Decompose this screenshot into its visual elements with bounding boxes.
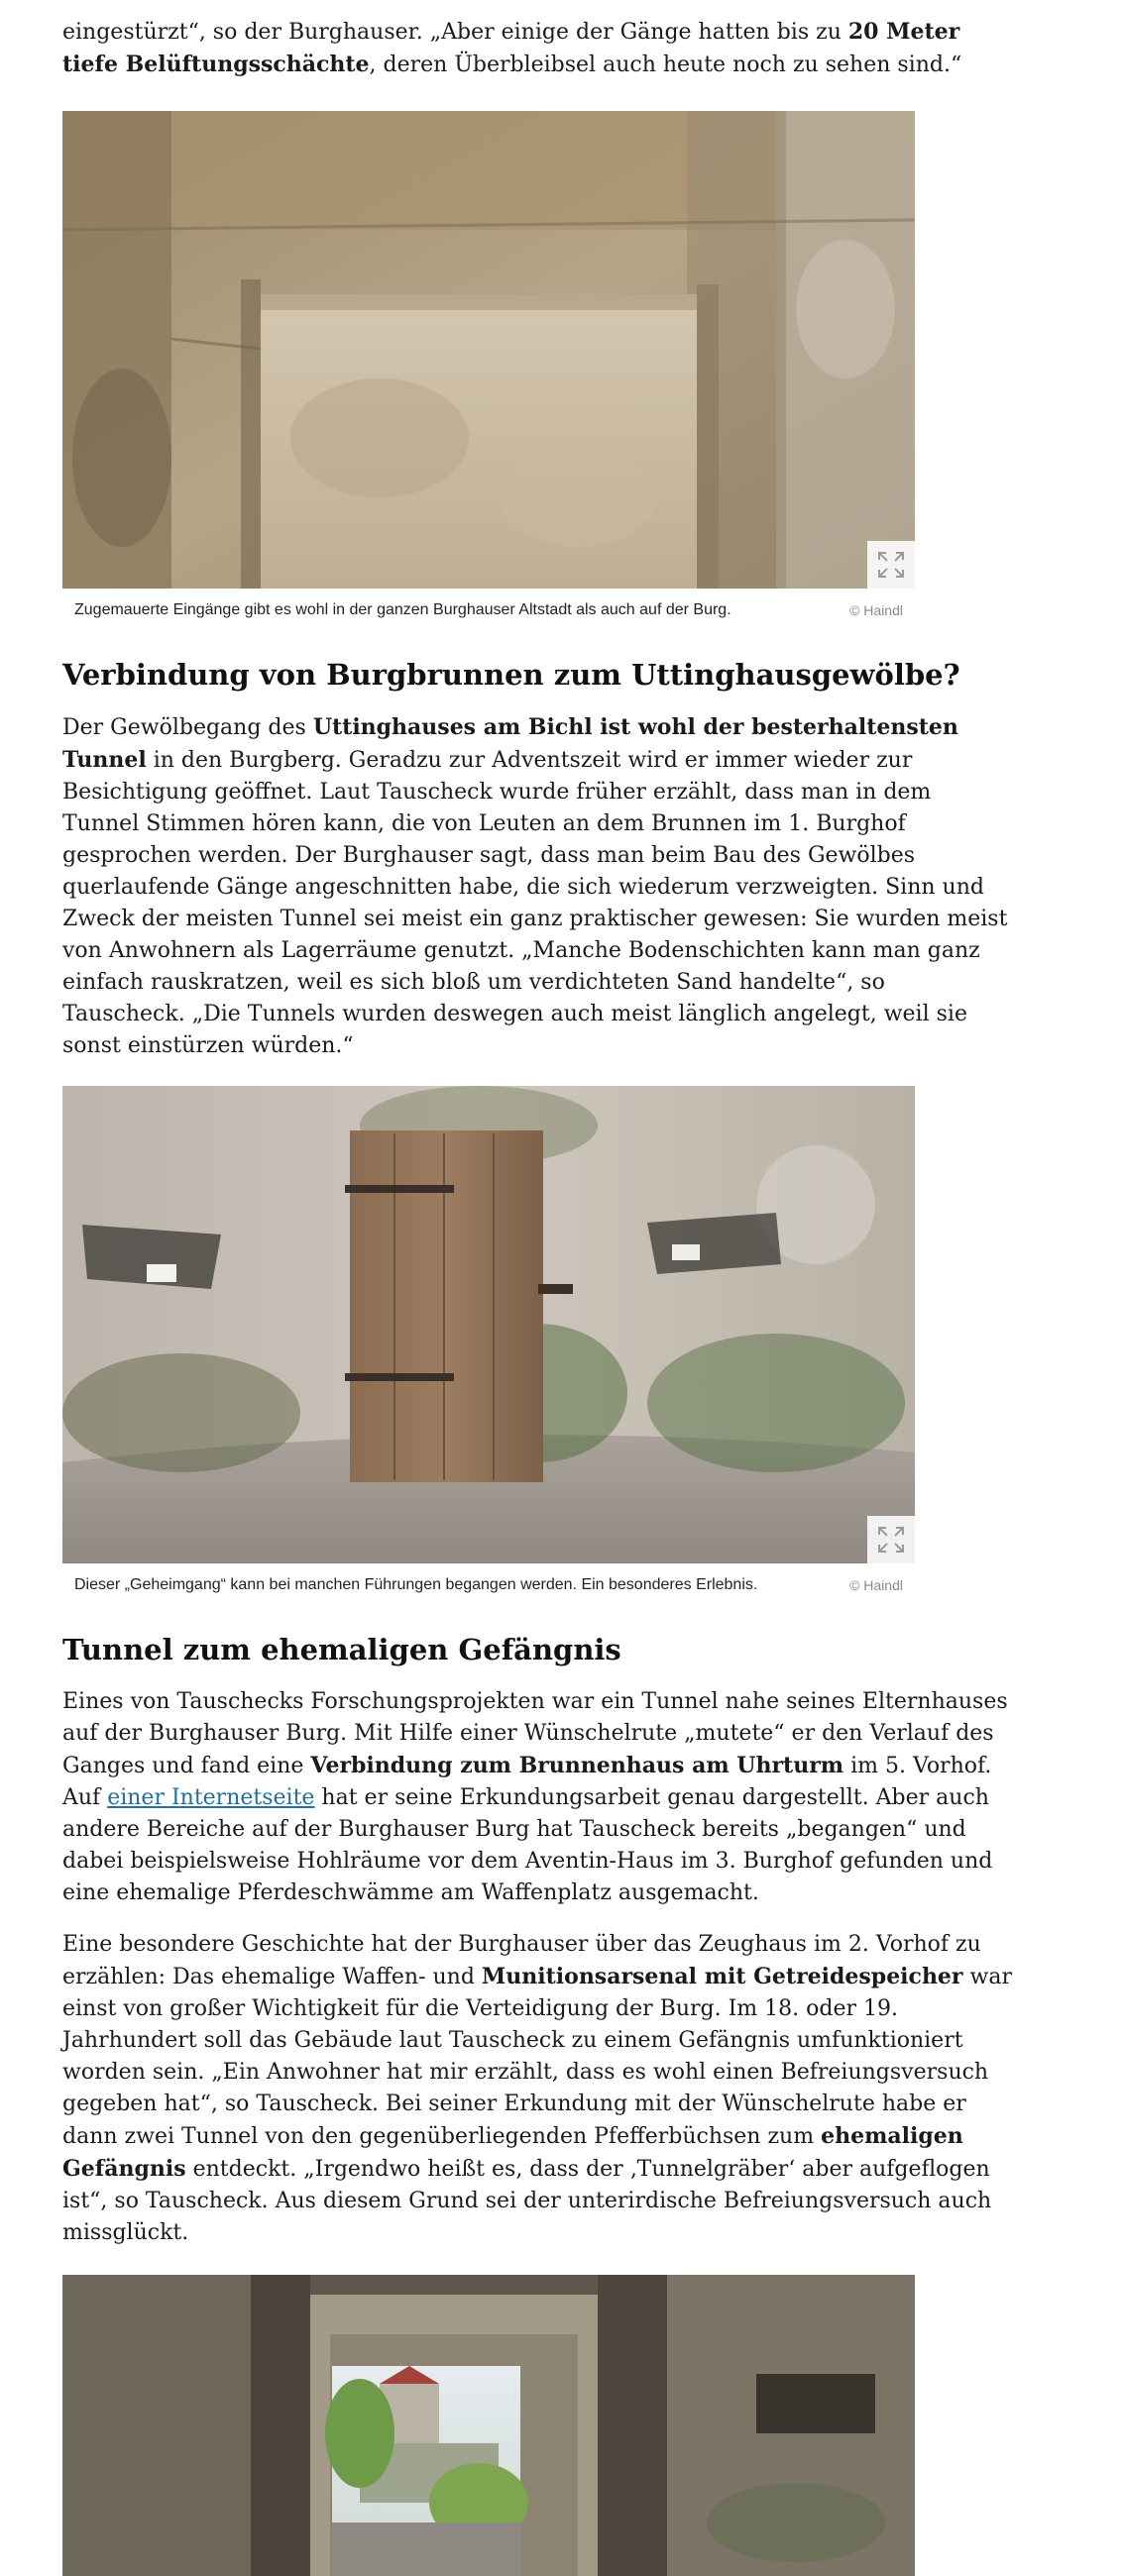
paragraph-intro: eingestürzt“, so der Burghauser. „Aber einige der Gänge hatten bis zu 20 Meter tiefe Belüftungsschächte, deren Überbleibsel auch heute noch zu sehen sind.“ (62, 19, 962, 77)
expand-image-button-1[interactable] (867, 541, 915, 589)
photo-secret-passage (62, 1086, 915, 1563)
caption-text: Dieser „Geheimgang“ kann bei manchen Führungen begangen werden. Ein besonderes Erlebnis. (74, 1576, 758, 1593)
internet-page-link[interactable]: einer Internetseite (107, 1785, 315, 1810)
expand-icon (876, 1525, 906, 1555)
bold-brunnenhaus: Verbindung zum Brunnenhaus am Uhrturm (310, 1753, 844, 1778)
bold-munitionsarsenal: Munitionsarsenal mit Getreidespeicher (481, 1964, 963, 1989)
paragraph-forschungsprojekt: Eines von Tauschecks Forschungsprojekten war ein Tunnel nahe seines Elternhauses auf der Burghauser Burg. Mit Hilfe einer Wünschelrute „mutete“ er den Verlauf des Ganges und fand eine Verbindung zum Brunnenhaus am Uhrturm im 5. Vorhof. Auf einer Internetseite hat er seine Erkundungsarbeit genau dargestellt. Aber auch andere Bereiche auf der Burghauser Burg hat Tauscheck bereits „begangen“ und dabei beispielsweise Hohlräume vor dem Aventin-Haus im 3. Burghof gefunden und eine ehemalige Pferdeschwämme am Waffenplatz ausgemacht. (62, 1689, 1008, 1905)
figure-caption-1 (62, 589, 915, 632)
expand-icon (876, 550, 906, 580)
bold-gefaengnis: ehemaligen Gefängnis (62, 2123, 963, 2182)
article-body (62, 0, 1014, 2576)
section-heading-burgbrunnen: Verbindung von Burgbrunnen zum Uttinghausgewölbe? (62, 658, 960, 692)
paragraph-zeughaus: Eine besondere Geschichte hat der Burghauser über das Zeughaus im 2. Vorhof zu erzählen: Das ehemalige Waffen- und Munitionsarsenal mit Getreidespeicher war einst von großer Wichtigkeit für die Verteidigung der Burg. Im 18. oder 19. Jahrhundert soll das Gebäude laut Tauscheck zu einem Gefängnis umfunktioniert worden sein. „Ein Anwohner hat mir erzählt, dass es wohl einen Befreiungsversuch gegeben hat“, so Tauscheck. Bei seiner Erkundung mit der Wünschelrute habe er dann zwei Tunnel von den gegenüberliegenden Pfefferbüchsen zum ehemaligen Gefängnis entdeckt. „Irgendwo heißt es, dass der ‚Tunnelgräber‘ aber aufgeflogen ist“, so Tauscheck. Aus diesem Grund sei der unterirdische Befreiungsversuch auch missglückt. (62, 1932, 1012, 2245)
bold-uttinghaus: Uttinghauses am Bichl ist wohl der besterhaltensten Tunnel (62, 714, 958, 773)
caption-text: Zugemauerte Eingänge gibt es wohl in der ganzen Burghauser Altstadt als auch auf der Burg. (74, 601, 731, 618)
photo-bricked-entrance (62, 111, 915, 589)
bold-ventilation-shafts: 20 Meter tiefe Belüftungsschächte (62, 19, 960, 77)
photo-tunnel-view (62, 2275, 915, 2576)
figure-secret-passage (62, 1086, 915, 1607)
photo-credit: © Haindl (849, 1577, 903, 1593)
expand-image-button-2[interactable] (867, 1516, 915, 1563)
figure-tunnel-view (62, 2275, 915, 2576)
figure-bricked-entrance (62, 111, 915, 632)
section-heading-gefaengnis: Tunnel zum ehemaligen Gefängnis (62, 1633, 621, 1666)
figure-caption-2 (62, 1563, 915, 1607)
paragraph-uttinghaus: Der Gewölbegang des Uttinghauses am Bichl ist wohl der besterhaltensten Tunnel in den Burgberg. Geradzu zur Adventszeit wird er immer wieder zur Besichtigung geöffnet. Laut Tauscheck wurde früher erzählt, dass man in dem Tunnel Stimmen hören kann, die von Leuten an dem Brunnen im 1. Burghof gesprochen werden. Der Burghauser sagt, dass man beim Bau des Gewölbes querlaufende Gänge angeschnitten habe, die sich wiederum verzweigten. Sinn und Zweck der meisten Tunnel sei meist ein ganz praktischer gewesen: Sie wurden meist von Anwohnern als Lagerräume genutzt. „Manche Bodenschichten kann man ganz einfach rauskratzen, weil es sich bloß um verdichteten Sand handelte“, so Tauscheck. „Die Tunnels wurden deswegen auch meist länglich angelegt, weil sie sonst einstürzen würden.“ (62, 714, 1008, 1058)
photo-credit: © Haindl (849, 602, 903, 618)
